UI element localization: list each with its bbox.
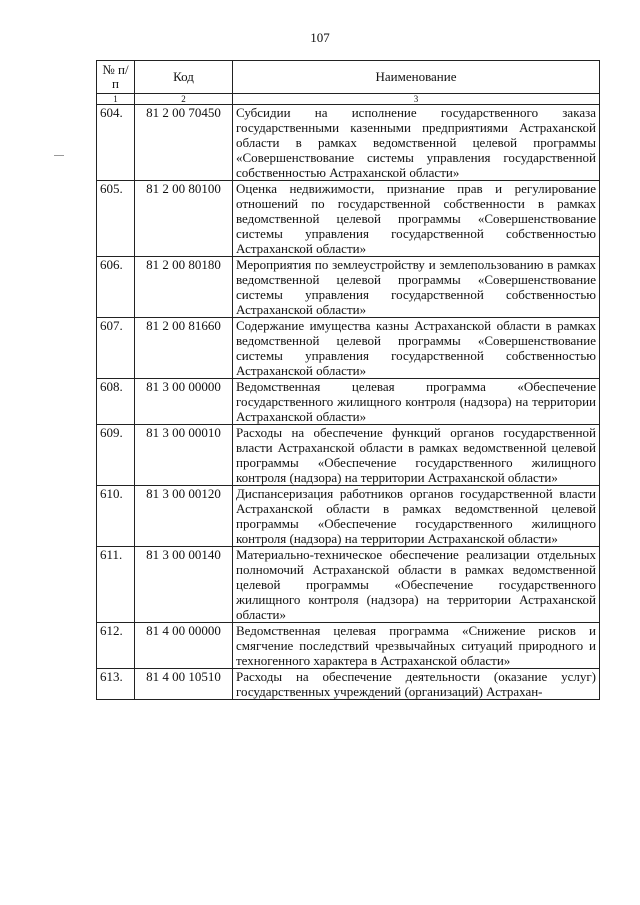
row-code: 81 3 00 00000 bbox=[135, 379, 233, 425]
table-row bbox=[97, 623, 600, 669]
row-number: 611. bbox=[97, 547, 135, 623]
table-row bbox=[97, 547, 600, 623]
row-name: Субсидии на исполнение государственного заказа государственными казенными предприятиями Астраханской области в рамках ведомственной целевой программы «Совершенствование системы управления государственной собственностью Астраханской области» bbox=[233, 105, 600, 181]
row-code: 81 4 00 00000 bbox=[135, 623, 233, 669]
column-number-row bbox=[97, 94, 600, 105]
row-code: 81 4 00 10510 bbox=[135, 669, 233, 700]
table-row bbox=[97, 181, 600, 257]
table-row bbox=[97, 105, 600, 181]
header-code: Код bbox=[135, 61, 233, 94]
row-number: 609. bbox=[97, 425, 135, 486]
header-name: Наименование bbox=[233, 61, 600, 94]
row-name: Ведомственная целевая программа «Снижение рисков и смягчение последствий чрезвычайных ситуаций природного и техногенного характера в Астраханской области» bbox=[233, 623, 600, 669]
row-number: 612. bbox=[97, 623, 135, 669]
budget-code-table bbox=[96, 60, 600, 700]
row-code: 81 3 00 00120 bbox=[135, 486, 233, 547]
row-name: Ведомственная целевая программа «Обеспечение государственного жилищного контроля (надзора) на территории Астраханской области» bbox=[233, 379, 600, 425]
row-name: Содержание имущества казны Астраханской области в рамках ведомственной целевой программы «Совершенствование системы управления государственной собственностью Астраханской области» bbox=[233, 318, 600, 379]
table-header-row bbox=[97, 61, 600, 94]
table-row bbox=[97, 318, 600, 379]
row-code: 81 3 00 00010 bbox=[135, 425, 233, 486]
row-number: 606. bbox=[97, 257, 135, 318]
row-name: Диспансеризация работников органов государственной власти Астраханской области в рамках ведомственной целевой программы «Обеспечение государственного жилищного контроля (надзора) на территории Астраханской области» bbox=[233, 486, 600, 547]
row-code: 81 2 00 80100 bbox=[135, 181, 233, 257]
row-number: 608. bbox=[97, 379, 135, 425]
scan-mark bbox=[54, 155, 64, 156]
row-name: Оценка недвижимости, признание прав и регулирование отношений по государственной собственности в рамках ведомственной целевой программы «Совершенствование системы управления государственной собственностью Астраханской области» bbox=[233, 181, 600, 257]
column-number: 2 bbox=[135, 94, 233, 105]
row-number: 610. bbox=[97, 486, 135, 547]
header-num: № п/п bbox=[97, 61, 135, 94]
page-number: 107 bbox=[310, 30, 330, 45]
column-number: 1 bbox=[97, 94, 135, 105]
table-row bbox=[97, 257, 600, 318]
row-number: 607. bbox=[97, 318, 135, 379]
table-row bbox=[97, 379, 600, 425]
column-number: 3 bbox=[233, 94, 600, 105]
table-row bbox=[97, 486, 600, 547]
row-number: 604. bbox=[97, 105, 135, 181]
row-code: 81 2 00 80180 bbox=[135, 257, 233, 318]
row-name: Расходы на обеспечение деятельности (оказание услуг) государственных учреждений (организаций) Астрахан- bbox=[233, 669, 600, 700]
row-number: 613. bbox=[97, 669, 135, 700]
row-name: Мероприятия по землеустройству и землепользованию в рамках ведомственной целевой программы «Совершенствование системы управления государственной собственностью Астраханской области» bbox=[233, 257, 600, 318]
row-name: Расходы на обеспечение функций органов государственной власти Астраханской области в рамках ведомственной целевой программы «Обеспечение государственного жилищного контроля (надзора) на территории Астраханской области» bbox=[233, 425, 600, 486]
row-code: 81 2 00 70450 bbox=[135, 105, 233, 181]
row-number: 605. bbox=[97, 181, 135, 257]
row-name: Материально-техническое обеспечение реализации отдельных полномочий Астраханской области в рамках ведомственной целевой программы «Обеспечение государственного жилищного контроля (надзора) на территории Астраханской области» bbox=[233, 547, 600, 623]
row-code: 81 3 00 00140 bbox=[135, 547, 233, 623]
table-row bbox=[97, 425, 600, 486]
table-row bbox=[97, 669, 600, 700]
row-code: 81 2 00 81660 bbox=[135, 318, 233, 379]
